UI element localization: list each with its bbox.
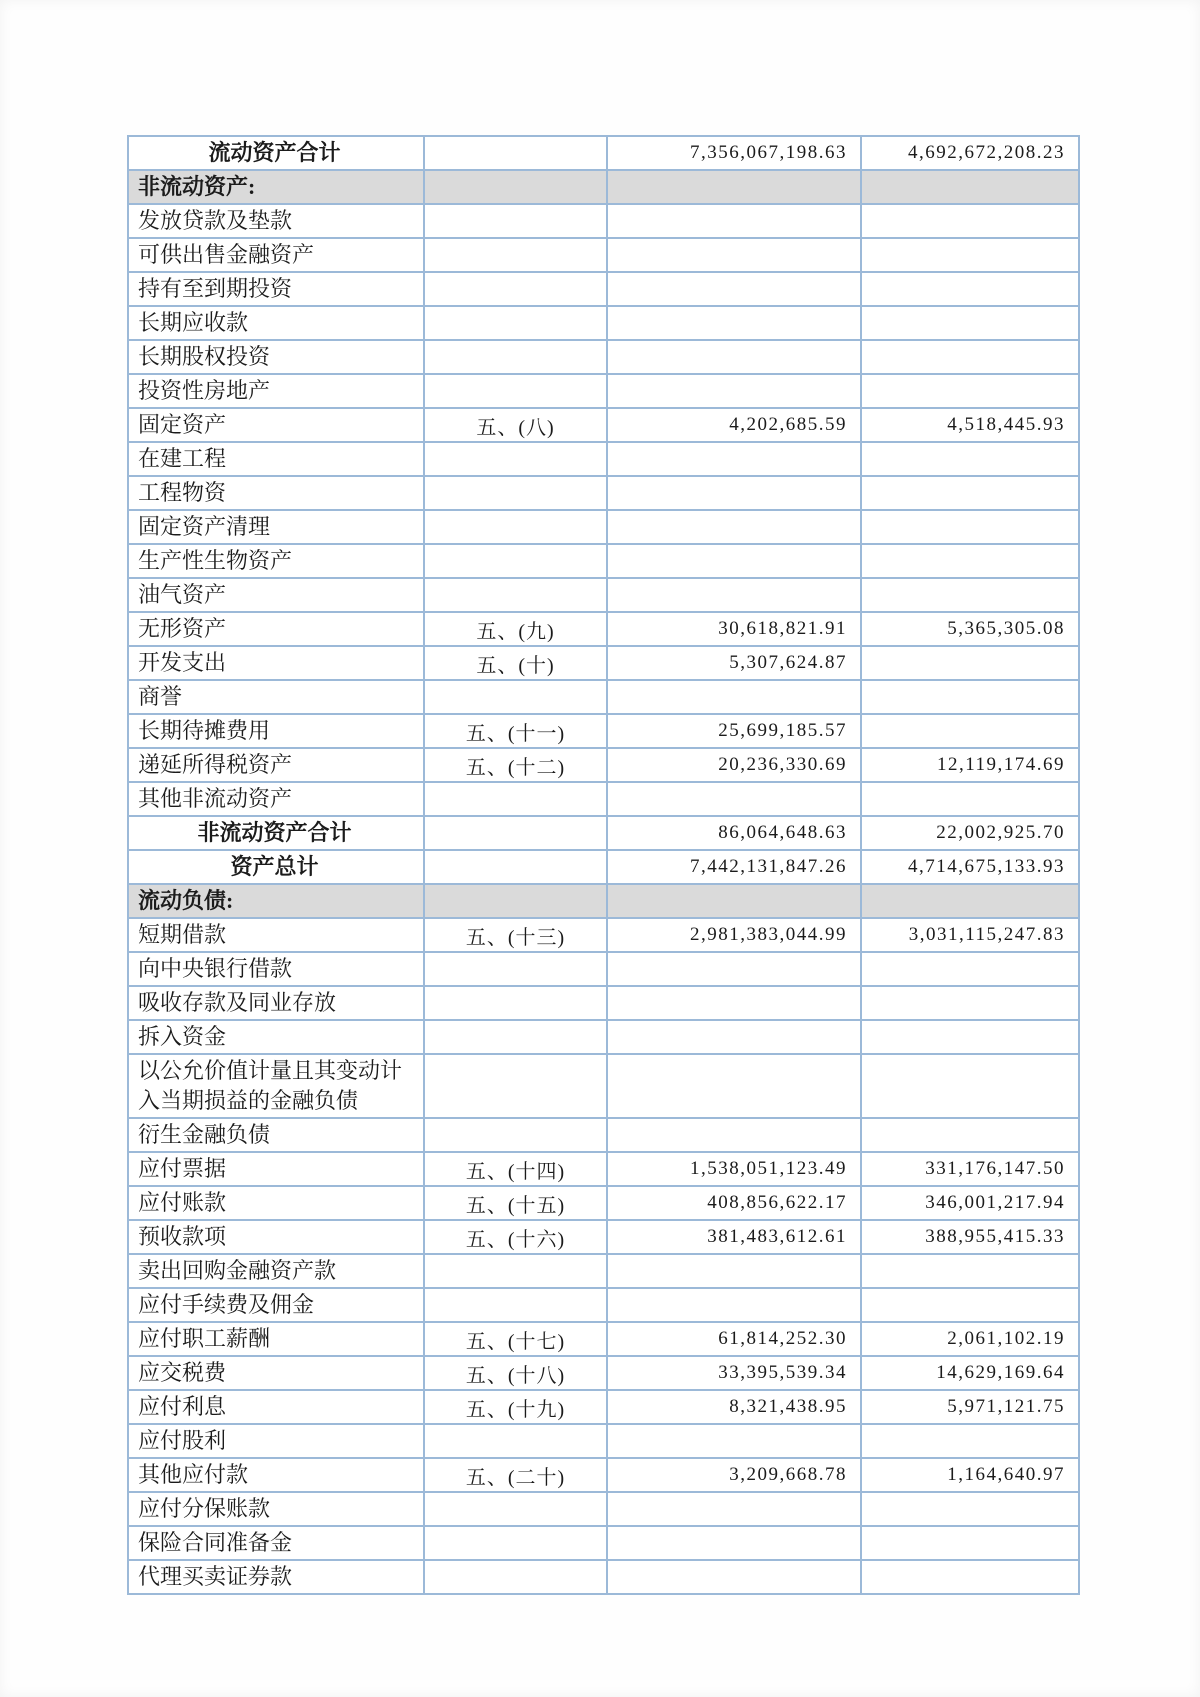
note-reference bbox=[424, 1526, 607, 1560]
item-label: 应付利息 bbox=[128, 1390, 424, 1424]
table-row bbox=[128, 544, 1079, 578]
current-period-amount bbox=[607, 986, 861, 1020]
prior-period-amount bbox=[861, 442, 1079, 476]
item-label: 商誉 bbox=[128, 680, 424, 714]
table-row bbox=[128, 476, 1079, 510]
table-row bbox=[128, 204, 1079, 238]
item-label: 固定资产 bbox=[128, 408, 424, 442]
prior-period-amount: 5,971,121.75 bbox=[861, 1390, 1079, 1424]
item-label: 其他应付款 bbox=[128, 1458, 424, 1492]
note-reference bbox=[424, 884, 607, 918]
current-period-amount: 381,483,612.61 bbox=[607, 1220, 861, 1254]
current-period-amount: 2,981,383,044.99 bbox=[607, 918, 861, 952]
prior-period-amount: 12,119,174.69 bbox=[861, 748, 1079, 782]
current-period-amount bbox=[607, 170, 861, 204]
item-label: 应付账款 bbox=[128, 1186, 424, 1220]
item-label: 长期应收款 bbox=[128, 306, 424, 340]
prior-period-amount: 3,031,115,247.83 bbox=[861, 918, 1079, 952]
table-row bbox=[128, 986, 1079, 1020]
current-period-amount: 7,356,067,198.63 bbox=[607, 136, 861, 170]
current-period-amount: 8,321,438.95 bbox=[607, 1390, 861, 1424]
table-row bbox=[128, 170, 1079, 204]
item-label: 长期待摊费用 bbox=[128, 714, 424, 748]
prior-period-amount: 331,176,147.50 bbox=[861, 1152, 1079, 1186]
item-label: 应付职工薪酬 bbox=[128, 1322, 424, 1356]
table-row bbox=[128, 816, 1079, 850]
current-period-amount bbox=[607, 476, 861, 510]
item-label: 以公允价值计量且其变动计入当期损益的金融负债 bbox=[128, 1054, 424, 1118]
item-label: 工程物资 bbox=[128, 476, 424, 510]
current-period-amount: 4,202,685.59 bbox=[607, 408, 861, 442]
table-row bbox=[128, 714, 1079, 748]
prior-period-amount bbox=[861, 170, 1079, 204]
note-reference bbox=[424, 850, 607, 884]
current-period-amount: 25,699,185.57 bbox=[607, 714, 861, 748]
current-period-amount: 33,395,539.34 bbox=[607, 1356, 861, 1390]
prior-period-amount bbox=[861, 1288, 1079, 1322]
prior-period-amount bbox=[861, 1254, 1079, 1288]
note-reference bbox=[424, 374, 607, 408]
note-reference bbox=[424, 340, 607, 374]
prior-period-amount: 5,365,305.08 bbox=[861, 612, 1079, 646]
item-label: 代理买卖证券款 bbox=[128, 1560, 424, 1594]
item-label: 预收款项 bbox=[128, 1220, 424, 1254]
item-label: 应付股利 bbox=[128, 1424, 424, 1458]
note-reference bbox=[424, 1560, 607, 1594]
prior-period-amount bbox=[861, 374, 1079, 408]
item-label: 流动资产合计 bbox=[128, 136, 424, 170]
item-label: 无形资产 bbox=[128, 612, 424, 646]
table-row bbox=[128, 1152, 1079, 1186]
item-label: 拆入资金 bbox=[128, 1020, 424, 1054]
note-reference: 五、(十) bbox=[424, 646, 607, 680]
prior-period-amount bbox=[861, 1424, 1079, 1458]
item-label: 发放贷款及垫款 bbox=[128, 204, 424, 238]
table-row bbox=[128, 374, 1079, 408]
prior-period-amount bbox=[861, 1492, 1079, 1526]
prior-period-amount: 4,518,445.93 bbox=[861, 408, 1079, 442]
item-label: 油气资产 bbox=[128, 578, 424, 612]
note-reference bbox=[424, 1020, 607, 1054]
item-label: 向中央银行借款 bbox=[128, 952, 424, 986]
prior-period-amount bbox=[861, 544, 1079, 578]
prior-period-amount bbox=[861, 1118, 1079, 1152]
prior-period-amount bbox=[861, 204, 1079, 238]
prior-period-amount bbox=[861, 952, 1079, 986]
item-label: 开发支出 bbox=[128, 646, 424, 680]
note-reference bbox=[424, 204, 607, 238]
note-reference: 五、(十三) bbox=[424, 918, 607, 952]
note-reference: 五、(十五) bbox=[424, 1186, 607, 1220]
current-period-amount bbox=[607, 510, 861, 544]
table-row bbox=[128, 578, 1079, 612]
balance-sheet-table bbox=[127, 135, 1080, 1595]
item-label: 非流动资产: bbox=[128, 170, 424, 204]
prior-period-amount bbox=[861, 782, 1079, 816]
current-period-amount bbox=[607, 1424, 861, 1458]
prior-period-amount bbox=[861, 510, 1079, 544]
note-reference bbox=[424, 306, 607, 340]
current-period-amount bbox=[607, 680, 861, 714]
note-reference bbox=[424, 1054, 607, 1118]
table-row bbox=[128, 1458, 1079, 1492]
current-period-amount bbox=[607, 544, 861, 578]
item-label: 固定资产清理 bbox=[128, 510, 424, 544]
current-period-amount bbox=[607, 1020, 861, 1054]
note-reference: 五、(十六) bbox=[424, 1220, 607, 1254]
table-row bbox=[128, 884, 1079, 918]
prior-period-amount bbox=[861, 272, 1079, 306]
note-reference: 五、(八) bbox=[424, 408, 607, 442]
prior-period-amount bbox=[861, 1560, 1079, 1594]
note-reference bbox=[424, 238, 607, 272]
table-row bbox=[128, 918, 1079, 952]
note-reference: 五、(十一) bbox=[424, 714, 607, 748]
table-row bbox=[128, 510, 1079, 544]
current-period-amount: 30,618,821.91 bbox=[607, 612, 861, 646]
table-row bbox=[128, 952, 1079, 986]
prior-period-amount bbox=[861, 578, 1079, 612]
item-label: 资产总计 bbox=[128, 850, 424, 884]
prior-period-amount: 4,692,672,208.23 bbox=[861, 136, 1079, 170]
note-reference bbox=[424, 680, 607, 714]
note-reference bbox=[424, 816, 607, 850]
current-period-amount: 3,209,668.78 bbox=[607, 1458, 861, 1492]
item-label: 短期借款 bbox=[128, 918, 424, 952]
note-reference bbox=[424, 476, 607, 510]
current-period-amount bbox=[607, 1492, 861, 1526]
current-period-amount bbox=[607, 1526, 861, 1560]
current-period-amount: 7,442,131,847.26 bbox=[607, 850, 861, 884]
current-period-amount bbox=[607, 1254, 861, 1288]
note-reference bbox=[424, 272, 607, 306]
note-reference bbox=[424, 1254, 607, 1288]
note-reference: 五、(十二) bbox=[424, 748, 607, 782]
item-label: 投资性房地产 bbox=[128, 374, 424, 408]
current-period-amount bbox=[607, 1118, 861, 1152]
current-period-amount: 20,236,330.69 bbox=[607, 748, 861, 782]
note-reference bbox=[424, 952, 607, 986]
note-reference: 五、(九) bbox=[424, 612, 607, 646]
note-reference: 五、(十八) bbox=[424, 1356, 607, 1390]
prior-period-amount bbox=[861, 476, 1079, 510]
prior-period-amount bbox=[861, 1054, 1079, 1118]
table-row bbox=[128, 1424, 1079, 1458]
table-row bbox=[128, 782, 1079, 816]
table-row bbox=[128, 340, 1079, 374]
table-row bbox=[128, 1054, 1079, 1118]
current-period-amount bbox=[607, 578, 861, 612]
table-row bbox=[128, 1118, 1079, 1152]
item-label: 应付票据 bbox=[128, 1152, 424, 1186]
current-period-amount bbox=[607, 1054, 861, 1118]
current-period-amount bbox=[607, 340, 861, 374]
table-row bbox=[128, 1526, 1079, 1560]
prior-period-amount bbox=[861, 306, 1079, 340]
table-row bbox=[128, 1492, 1079, 1526]
current-period-amount: 1,538,051,123.49 bbox=[607, 1152, 861, 1186]
prior-period-amount bbox=[861, 680, 1079, 714]
item-label: 可供出售金融资产 bbox=[128, 238, 424, 272]
table-row bbox=[128, 1560, 1079, 1594]
table-row bbox=[128, 850, 1079, 884]
current-period-amount: 5,307,624.87 bbox=[607, 646, 861, 680]
table-row bbox=[128, 1288, 1079, 1322]
prior-period-amount bbox=[861, 238, 1079, 272]
note-reference bbox=[424, 170, 607, 204]
table-row bbox=[128, 136, 1079, 170]
current-period-amount bbox=[607, 782, 861, 816]
table-row bbox=[128, 1020, 1079, 1054]
table-row bbox=[128, 1220, 1079, 1254]
item-label: 非流动资产合计 bbox=[128, 816, 424, 850]
note-reference bbox=[424, 1424, 607, 1458]
prior-period-amount bbox=[861, 714, 1079, 748]
table-row bbox=[128, 306, 1079, 340]
note-reference bbox=[424, 510, 607, 544]
note-reference bbox=[424, 1288, 607, 1322]
item-label: 保险合同准备金 bbox=[128, 1526, 424, 1560]
item-label: 递延所得税资产 bbox=[128, 748, 424, 782]
item-label: 吸收存款及同业存放 bbox=[128, 986, 424, 1020]
item-label: 长期股权投资 bbox=[128, 340, 424, 374]
current-period-amount bbox=[607, 204, 861, 238]
prior-period-amount: 14,629,169.64 bbox=[861, 1356, 1079, 1390]
table-row bbox=[128, 612, 1079, 646]
prior-period-amount bbox=[861, 1526, 1079, 1560]
table-body bbox=[128, 136, 1079, 1594]
note-reference bbox=[424, 1492, 607, 1526]
prior-period-amount: 1,164,640.97 bbox=[861, 1458, 1079, 1492]
table-row bbox=[128, 646, 1079, 680]
current-period-amount bbox=[607, 306, 861, 340]
current-period-amount bbox=[607, 1288, 861, 1322]
table-row bbox=[128, 1390, 1079, 1424]
item-label: 应交税费 bbox=[128, 1356, 424, 1390]
prior-period-amount bbox=[861, 884, 1079, 918]
prior-period-amount: 4,714,675,133.93 bbox=[861, 850, 1079, 884]
item-label: 衍生金融负债 bbox=[128, 1118, 424, 1152]
current-period-amount bbox=[607, 272, 861, 306]
item-label: 其他非流动资产 bbox=[128, 782, 424, 816]
note-reference bbox=[424, 578, 607, 612]
current-period-amount bbox=[607, 238, 861, 272]
note-reference bbox=[424, 782, 607, 816]
table-row bbox=[128, 408, 1079, 442]
item-label: 在建工程 bbox=[128, 442, 424, 476]
item-label: 应付分保账款 bbox=[128, 1492, 424, 1526]
prior-period-amount bbox=[861, 986, 1079, 1020]
prior-period-amount: 388,955,415.33 bbox=[861, 1220, 1079, 1254]
note-reference: 五、(十七) bbox=[424, 1322, 607, 1356]
note-reference: 五、(十九) bbox=[424, 1390, 607, 1424]
prior-period-amount bbox=[861, 340, 1079, 374]
prior-period-amount bbox=[861, 646, 1079, 680]
table-row bbox=[128, 238, 1079, 272]
note-reference: 五、(十四) bbox=[424, 1152, 607, 1186]
item-label: 持有至到期投资 bbox=[128, 272, 424, 306]
item-label: 流动负债: bbox=[128, 884, 424, 918]
item-label: 应付手续费及佣金 bbox=[128, 1288, 424, 1322]
table-row bbox=[128, 680, 1079, 714]
table-row bbox=[128, 1186, 1079, 1220]
item-label: 生产性生物资产 bbox=[128, 544, 424, 578]
table-row bbox=[128, 1254, 1079, 1288]
note-reference: 五、(二十) bbox=[424, 1458, 607, 1492]
note-reference bbox=[424, 544, 607, 578]
current-period-amount bbox=[607, 884, 861, 918]
table-row bbox=[128, 748, 1079, 782]
current-period-amount bbox=[607, 952, 861, 986]
prior-period-amount: 22,002,925.70 bbox=[861, 816, 1079, 850]
note-reference bbox=[424, 986, 607, 1020]
prior-period-amount: 346,001,217.94 bbox=[861, 1186, 1079, 1220]
table-row bbox=[128, 272, 1079, 306]
note-reference bbox=[424, 442, 607, 476]
prior-period-amount bbox=[861, 1020, 1079, 1054]
table-row bbox=[128, 1356, 1079, 1390]
item-label: 卖出回购金融资产款 bbox=[128, 1254, 424, 1288]
current-period-amount bbox=[607, 374, 861, 408]
current-period-amount: 86,064,648.63 bbox=[607, 816, 861, 850]
prior-period-amount: 2,061,102.19 bbox=[861, 1322, 1079, 1356]
current-period-amount: 408,856,622.17 bbox=[607, 1186, 861, 1220]
table-row bbox=[128, 442, 1079, 476]
current-period-amount bbox=[607, 442, 861, 476]
table-row bbox=[128, 1322, 1079, 1356]
current-period-amount: 61,814,252.30 bbox=[607, 1322, 861, 1356]
current-period-amount bbox=[607, 1560, 861, 1594]
note-reference bbox=[424, 136, 607, 170]
note-reference bbox=[424, 1118, 607, 1152]
